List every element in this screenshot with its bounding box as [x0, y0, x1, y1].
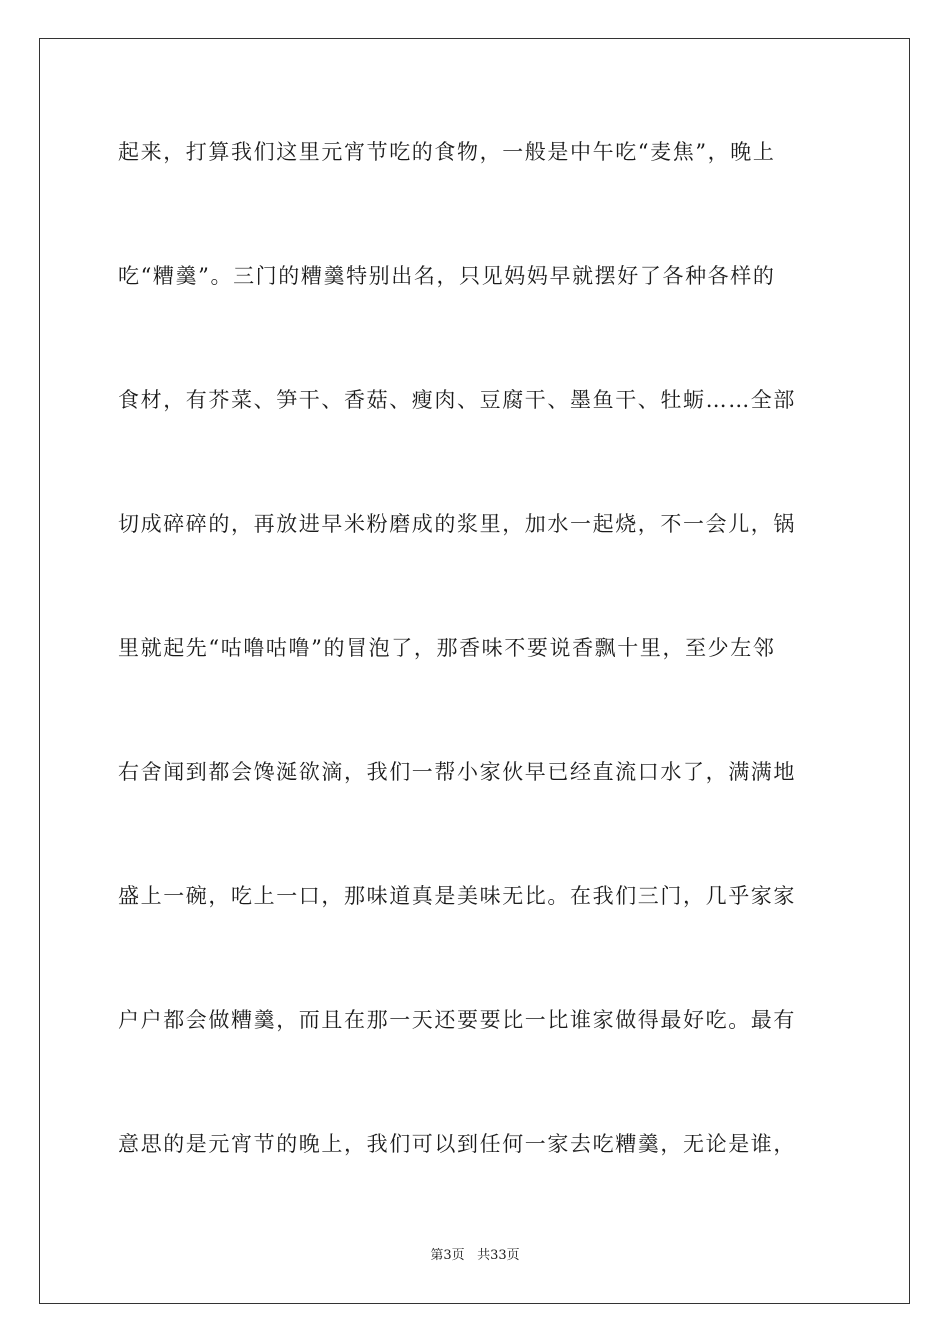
text-line: 右舍闻到都会馋涎欲滴，我们一帮小家伙早已经直流口水了，满满地 — [118, 760, 796, 784]
page-total: 共33页 — [477, 1248, 520, 1263]
text-line: 意思的是元宵节的晚上，我们可以到任何一家去吃糟羹，无论是谁， — [118, 1132, 796, 1156]
document-body — [118, 130, 832, 1246]
page-number: 第3页 — [430, 1248, 465, 1263]
text-line: 切成碎碎的，再放进早米粉磨成的浆里，加水一起烧，不一会儿，锅 — [118, 512, 796, 536]
text-line: 户户都会做糟羹，而且在那一天还要要比一比谁家做得最好吃。最有 — [118, 1008, 796, 1032]
text-line: 起来，打算我们这里元宵节吃的食物，一般是中午吃“麦焦”，晚上 — [118, 140, 776, 164]
text-line: 盛上一碗，吃上一口，那味道真是美味无比。在我们三门，几乎家家 — [118, 884, 796, 908]
text-line: 吃“糟羹”。三门的糟羹特别出名，只见妈妈早就摆好了各种各样的 — [118, 264, 776, 288]
page-footer — [0, 1247, 950, 1265]
text-line: 里就起先“咕噜咕噜”的冒泡了，那香味不要说香飘十里，至少左邻 — [118, 636, 776, 660]
text-line: 食材，有芥菜、笋干、香菇、瘦肉、豆腐干、墨鱼干、牡蛎……全部 — [118, 388, 796, 412]
